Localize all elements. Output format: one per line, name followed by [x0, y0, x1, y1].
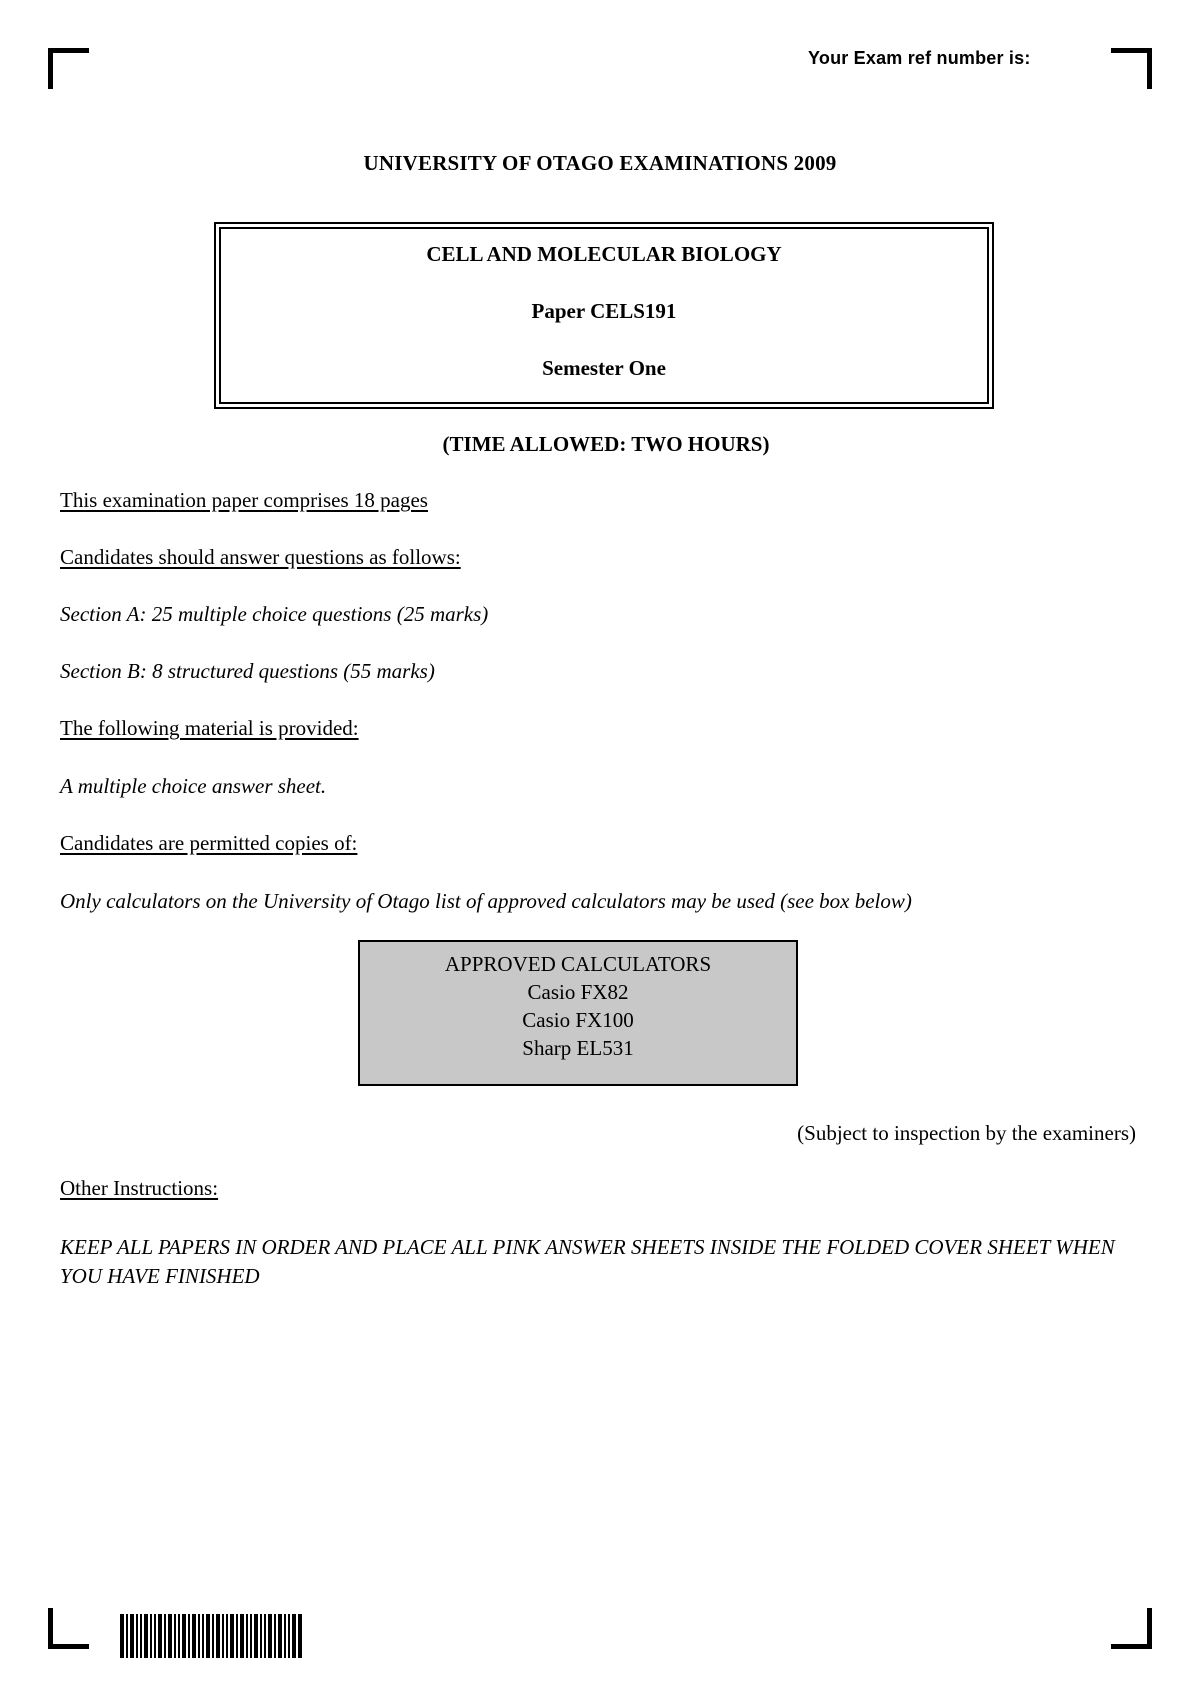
material-text: A multiple choice answer sheet.	[60, 774, 327, 798]
section-b: Section B: 8 structured questions (55 marks)	[60, 659, 435, 683]
pages-note: This examination paper comprises 18 pages	[60, 488, 428, 512]
material-heading: The following material is provided:	[60, 716, 359, 740]
calculator-item: Sharp EL531	[522, 1036, 634, 1060]
course-subject: CELL AND MOLECULAR BIOLOGY	[426, 242, 782, 266]
course-semester: Semester One	[542, 356, 666, 380]
course-info-box	[214, 222, 994, 409]
crop-mark-top-right-icon	[1111, 48, 1152, 89]
approved-calculators-box	[358, 940, 798, 1086]
calculator-item: Casio FX82	[527, 980, 629, 1004]
other-instructions-text: KEEP ALL PAPERS IN ORDER AND PLACE ALL PINK ANSWER SHEETS INSIDE THE FOLDED COVER SHEET WHEN YOU HAVE FINISHED	[60, 1235, 1115, 1288]
answer-heading: Candidates should answer questions as follows:	[60, 545, 461, 569]
inspection-note: (Subject to inspection by the examiners)	[797, 1121, 1136, 1145]
section-a: Section A: 25 multiple choice questions (25 marks)	[60, 602, 489, 626]
course-paper: Paper CELS191	[531, 299, 677, 323]
crop-mark-top-left-icon	[48, 48, 89, 89]
other-instructions-heading: Other Instructions:	[60, 1176, 219, 1200]
calculators-heading: APPROVED CALCULATORS	[444, 952, 712, 976]
exam-ref-label: Your Exam ref number is:	[808, 48, 1031, 68]
crop-mark-bottom-left-icon	[48, 1608, 89, 1649]
page-title: UNIVERSITY OF OTAGO EXAMINATIONS 2009	[363, 151, 837, 175]
course-info-box-inner	[219, 227, 989, 404]
barcode-icon	[120, 1614, 302, 1658]
time-allowed: (TIME ALLOWED: TWO HOURS)	[442, 432, 770, 456]
calculator-item: Casio FX100	[522, 1008, 634, 1032]
permitted-heading: Candidates are permitted copies of:	[60, 831, 358, 855]
permitted-text: Only calculators on the University of Otago list of approved calculators may be used (see box below)	[60, 889, 912, 913]
crop-mark-bottom-right-icon	[1111, 1608, 1152, 1649]
